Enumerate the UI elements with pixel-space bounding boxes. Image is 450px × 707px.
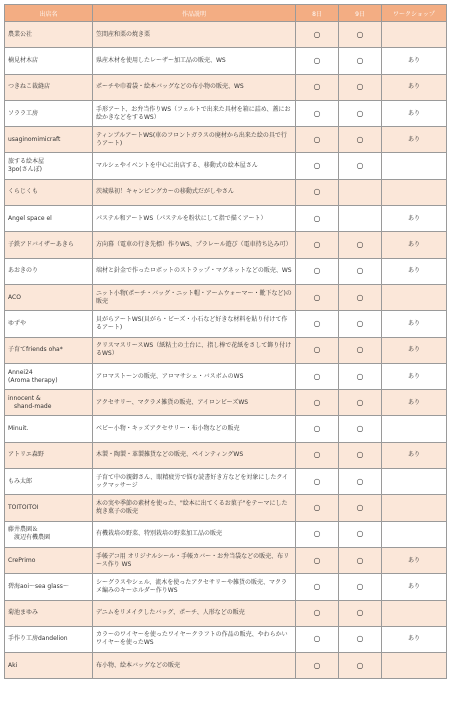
day-8-cell: ○ <box>296 495 339 521</box>
day-8-cell: ○ <box>296 337 339 363</box>
table-row <box>5 284 447 310</box>
day-8-cell: ○ <box>296 469 339 495</box>
description-cell: シーグラスやシェル、流木を使ったアクセサリーや雑貨の販売、マクラメ編みのキーホルダー作りWS <box>93 574 296 600</box>
day-9-cell: ○ <box>339 547 382 573</box>
shop-name-cell: Minuit. <box>5 416 93 442</box>
shop-name-cell: ゆずや <box>5 311 93 337</box>
shop-name-cell: つきねこ裁縫店 <box>5 74 93 100</box>
day-8-cell: ○ <box>296 521 339 547</box>
shop-name-cell: 農業公社 <box>5 22 93 48</box>
day-8-cell: ○ <box>296 258 339 284</box>
table-row <box>5 442 447 468</box>
shop-name-cell: Angel space el <box>5 206 93 232</box>
table-row <box>5 179 447 205</box>
day-8-cell: ○ <box>296 416 339 442</box>
shop-name-cell: 旅する絵本屋 3po(さんぽ) <box>5 153 93 179</box>
workshop-cell: あり <box>382 127 447 153</box>
header-day-9: 9日 <box>339 5 382 22</box>
day-9-cell: ○ <box>339 574 382 600</box>
table-row <box>5 232 447 258</box>
day-9-cell: ○ <box>339 416 382 442</box>
day-8-cell: ○ <box>296 311 339 337</box>
exhibitor-list <box>4 4 446 679</box>
day-9-cell: ○ <box>339 390 382 416</box>
day-8-cell: ○ <box>296 100 339 126</box>
table-row <box>5 311 447 337</box>
day-9-cell: ○ <box>339 232 382 258</box>
workshop-cell <box>382 179 447 205</box>
day-8-cell: ○ <box>296 22 339 48</box>
shop-name-cell: CrePrimo <box>5 547 93 573</box>
day-9-cell: ○ <box>339 311 382 337</box>
table-row <box>5 48 447 74</box>
shop-name-cell: 楠見材木店 <box>5 48 93 74</box>
day-8-cell: ○ <box>296 547 339 573</box>
table-row <box>5 416 447 442</box>
shop-name-cell: 藤井農園＆ 渡辺有機農園 <box>5 521 93 547</box>
table-row <box>5 390 447 416</box>
workshop-cell: あり <box>382 442 447 468</box>
workshop-cell: あり <box>382 547 447 573</box>
description-cell: 端材と針金で作ったロボットのストラップ・マグネットなどの販売、WS <box>93 258 296 284</box>
day-8-cell: ○ <box>296 48 339 74</box>
workshop-cell: あり <box>382 574 447 600</box>
description-cell: 布小物、絵本バッグなどの販売 <box>93 653 296 679</box>
day-9-cell: ○ <box>339 626 382 652</box>
description-cell: 茨城県初！キャンピングカーの移動式だがしやさん <box>93 179 296 205</box>
workshop-cell <box>382 521 447 547</box>
day-9-cell: ○ <box>339 100 382 126</box>
day-8-cell: ○ <box>296 653 339 679</box>
workshop-cell: あり <box>382 626 447 652</box>
workshop-cell <box>382 653 447 679</box>
workshop-cell: あり <box>382 337 447 363</box>
workshop-cell: あり <box>382 48 447 74</box>
workshop-cell: あり <box>382 258 447 284</box>
workshop-cell: あり <box>382 390 447 416</box>
day-9-cell: ○ <box>339 258 382 284</box>
description-cell: 有機栽培の野菜、特別栽培の野菜加工品の販売 <box>93 521 296 547</box>
header-day-8: 8日 <box>296 5 339 22</box>
day-9-cell: ○ <box>339 74 382 100</box>
table-row <box>5 258 447 284</box>
table-row <box>5 521 447 547</box>
exhibitor-table <box>4 4 447 679</box>
shop-name-cell: 碧海aoi～sea glass～ <box>5 574 93 600</box>
shop-name-cell: 子育てfriends oha* <box>5 337 93 363</box>
description-cell: カラーのワイヤーを使ったワイヤークラフトの作品の販売、やわらかいワイヤーを使ったWS <box>93 626 296 652</box>
table-row <box>5 547 447 573</box>
description-cell: 木製・陶製・革製雑貨などの販売、ペインティングWS <box>93 442 296 468</box>
description-cell: クリスマスリースWS（紙粘土の土台に、指し棒で花紙をさして飾り付けるWS） <box>93 337 296 363</box>
day-8-cell: ○ <box>296 574 339 600</box>
table-row <box>5 600 447 626</box>
shop-name-cell: Annei24 (Aroma therapy) <box>5 363 93 389</box>
shop-name-cell: ACO <box>5 284 93 310</box>
header-shop-name: 出店名 <box>5 5 93 22</box>
description-cell: ベビー小物・キッズアクセサリー・布小物などの販売 <box>93 416 296 442</box>
shop-name-cell: ソララ工房 <box>5 100 93 126</box>
day-9-cell: ○ <box>339 48 382 74</box>
day-9-cell: ○ <box>339 600 382 626</box>
shop-name-cell: innocent & shand-made <box>5 390 93 416</box>
day-9-cell: ○ <box>339 363 382 389</box>
day-9-cell: ○ <box>339 469 382 495</box>
day-8-cell: ○ <box>296 153 339 179</box>
day-9-cell: ○ <box>339 653 382 679</box>
day-9-cell: ○ <box>339 442 382 468</box>
day-9-cell: ○ <box>339 495 382 521</box>
description-cell: 笠間産和栗の焼き栗 <box>93 22 296 48</box>
day-8-cell: ○ <box>296 74 339 100</box>
description-cell: 県産木材を使用したレーザー加工品の販売、WS <box>93 48 296 74</box>
day-9-cell: ○ <box>339 337 382 363</box>
shop-name-cell: アトリエ森野 <box>5 442 93 468</box>
workshop-cell: あり <box>382 100 447 126</box>
description-cell: マルシェやイベントを中心に出店する、移動式の絵本屋さん <box>93 153 296 179</box>
workshop-cell <box>382 600 447 626</box>
description-cell: アクセサリー、マクラメ雑貨の販売、アイロンビーズWS <box>93 390 296 416</box>
description-cell: アロマストーンの販売、アロマサシェ・バスボムのWS <box>93 363 296 389</box>
day-8-cell: ○ <box>296 442 339 468</box>
table-row <box>5 22 447 48</box>
workshop-cell: あり <box>382 232 447 258</box>
day-8-cell: ○ <box>296 390 339 416</box>
shop-name-cell: TOITOITOI <box>5 495 93 521</box>
workshop-cell <box>382 469 447 495</box>
shop-name-cell: usaginomimicraft <box>5 127 93 153</box>
day-9-cell: ○ <box>339 22 382 48</box>
shop-name-cell: 菊池まゆみ <box>5 600 93 626</box>
day-9-cell <box>339 206 382 232</box>
description-cell: 手帳デコ用 オリジナルシール・手帳カバー・お弁当袋などの販売、布リース作り WS <box>93 547 296 573</box>
day-8-cell: ○ <box>296 626 339 652</box>
description-cell: 方向幕（電車の行き先標）作りWS、プラレール遊び（電車持ち込み可） <box>93 232 296 258</box>
description-cell: 手形アート、お弁当作りWS（フェルトで出来た具材を箱に詰め、蓋にお絵かきなどをするWS） <box>93 100 296 126</box>
table-row <box>5 363 447 389</box>
workshop-cell <box>382 22 447 48</box>
table-header-row <box>5 5 447 22</box>
header-workshop: ワークショップ <box>382 5 447 22</box>
table-row <box>5 653 447 679</box>
table-row <box>5 153 447 179</box>
table-row <box>5 337 447 363</box>
shop-name-cell: 子鉄アドバイザーあきら <box>5 232 93 258</box>
day-9-cell: ○ <box>339 521 382 547</box>
table-row <box>5 626 447 652</box>
day-9-cell: ○ <box>339 284 382 310</box>
day-9-cell: ○ <box>339 153 382 179</box>
description-cell: 貝がらアートWS(貝がら・ビーズ・小石など好きな材料を貼り付けて作るアート) <box>93 311 296 337</box>
description-cell: ティンブルアートWS(車のフロントガラスの廃材から出来た絵の具で行うアート) <box>93 127 296 153</box>
day-8-cell: ○ <box>296 363 339 389</box>
table-row <box>5 206 447 232</box>
day-8-cell: ○ <box>296 232 339 258</box>
workshop-cell: あり <box>382 206 447 232</box>
workshop-cell <box>382 416 447 442</box>
table-row <box>5 495 447 521</box>
day-8-cell: ○ <box>296 127 339 153</box>
workshop-cell <box>382 153 447 179</box>
description-cell: デニムをリメイクしたバッグ、ポーチ、人形などの販売 <box>93 600 296 626</box>
day-9-cell <box>339 179 382 205</box>
description-cell: 子育て中の親御さん、眼精疲労で悩む読書好き方などを対象にしたクイックマッサージ <box>93 469 296 495</box>
table-row <box>5 574 447 600</box>
day-8-cell: ○ <box>296 206 339 232</box>
workshop-cell: あり <box>382 311 447 337</box>
workshop-cell <box>382 284 447 310</box>
description-cell: パステル和アートWS（パステルを粉状にして指で描くアート） <box>93 206 296 232</box>
table-row <box>5 100 447 126</box>
table-row <box>5 74 447 100</box>
description-cell: 木の実や季節の素材を使った、"絵本に出てくるお菓子"をテーマにした焼き菓子の販売 <box>93 495 296 521</box>
description-cell: ニット小物(ポーチ・バッグ・ニット帽・アームウォーマー・靴下など)の販売 <box>93 284 296 310</box>
table-row <box>5 127 447 153</box>
shop-name-cell: もみ太郎 <box>5 469 93 495</box>
shop-name-cell: くらじくも <box>5 179 93 205</box>
day-8-cell: ○ <box>296 179 339 205</box>
header-description: 作品説明 <box>93 5 296 22</box>
day-9-cell: ○ <box>339 127 382 153</box>
table-row <box>5 469 447 495</box>
day-8-cell: ○ <box>296 284 339 310</box>
shop-name-cell: 手作り工房dandelion <box>5 626 93 652</box>
shop-name-cell: あおきのり <box>5 258 93 284</box>
workshop-cell: あり <box>382 363 447 389</box>
workshop-cell <box>382 495 447 521</box>
day-8-cell: ○ <box>296 600 339 626</box>
workshop-cell: あり <box>382 74 447 100</box>
description-cell: ポーチや巾着袋・絵本バッグなどの布小物の販売、WS <box>93 74 296 100</box>
shop-name-cell: Aki <box>5 653 93 679</box>
